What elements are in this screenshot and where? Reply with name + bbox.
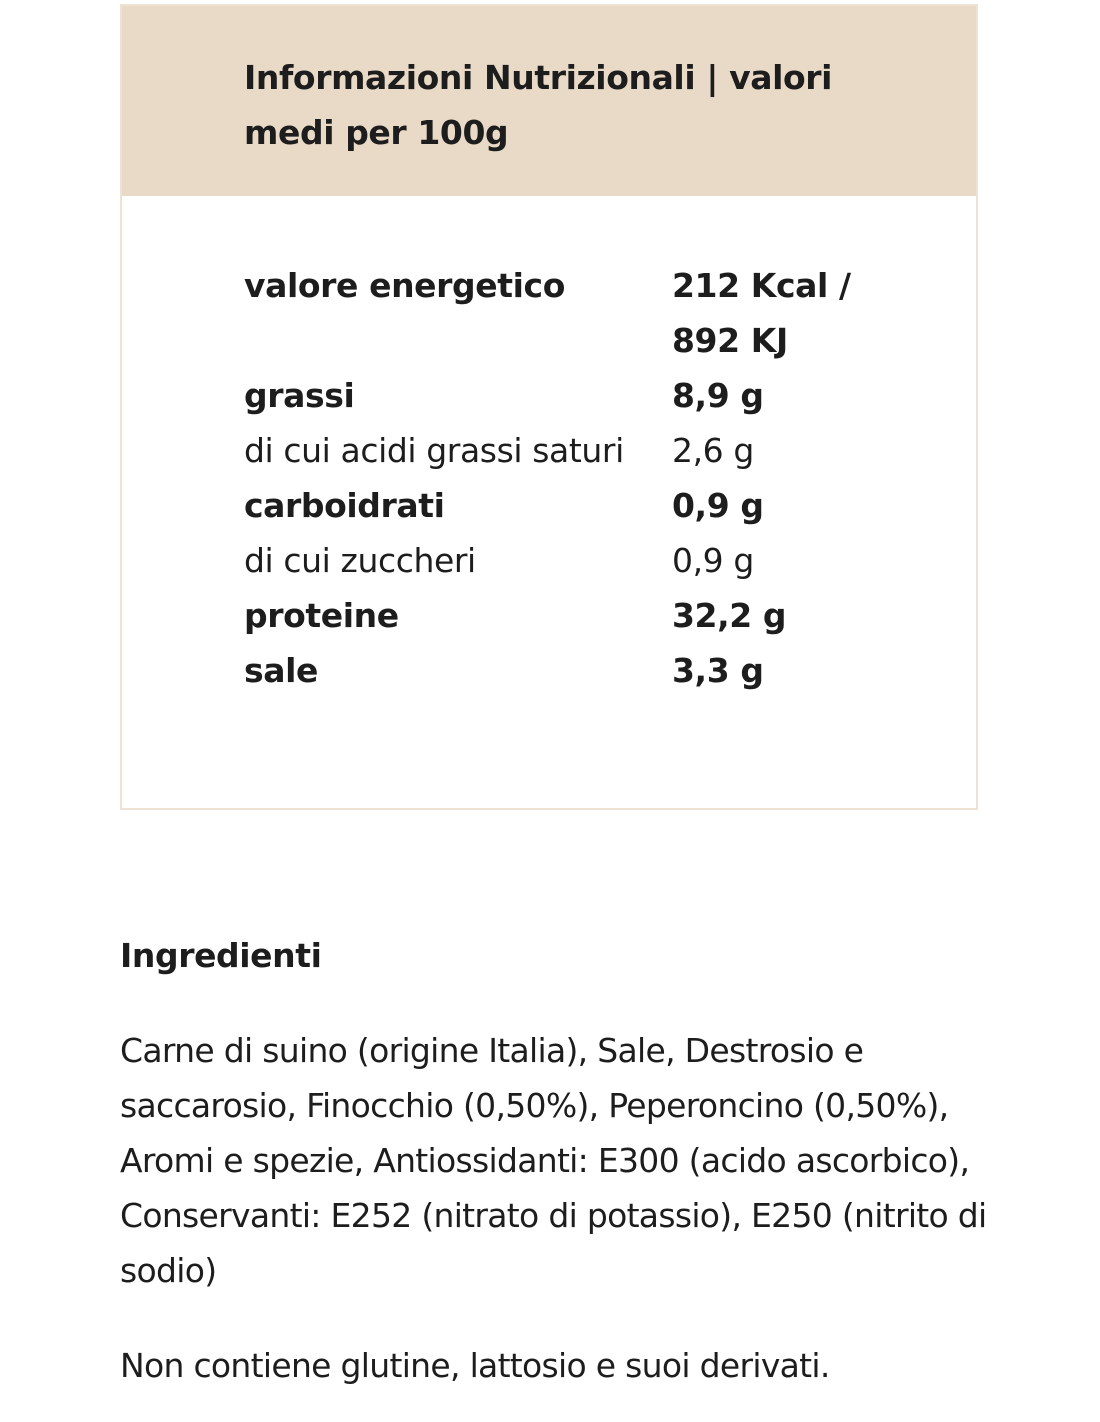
table-row — [244, 478, 884, 533]
nutrient-value: 212 Kcal / 892 KJ — [672, 266, 851, 360]
nutrient-value: 0,9 g — [672, 486, 764, 525]
nutrient-value: 3,3 g — [672, 651, 764, 690]
nutrient-value: 0,9 g — [672, 541, 754, 580]
nutrition-title: Informazioni Nutrizionali | valori medi per 100g — [244, 58, 833, 152]
nutrition-table — [244, 258, 884, 698]
nutrient-label: sale — [244, 651, 319, 690]
nutrient-label: di cui acidi grassi saturi — [244, 431, 624, 470]
ingredients-heading: Ingredienti — [120, 936, 322, 975]
nutrient-label: carboidrati — [244, 486, 445, 525]
table-row — [244, 643, 884, 698]
table-row — [244, 258, 884, 368]
ingredients-section — [120, 928, 1000, 1393]
nutrient-label: grassi — [244, 376, 355, 415]
table-row — [244, 533, 884, 588]
nutrient-label: di cui zuccheri — [244, 541, 476, 580]
nutrition-panel — [120, 4, 978, 810]
allergen-note: Non contiene glutine, lattosio e suoi derivati. — [120, 1346, 830, 1385]
nutrient-label: valore energetico — [244, 266, 565, 305]
nutrition-header — [122, 6, 976, 196]
ingredients-text: Carne di suino (origine Italia), Sale, Destrosio e saccarosio, Finocchio (0,50%), Peperoncino (0,50%), Aromi e spezie, Antiossidanti: E300 (acido ascorbico), Conservanti: E252 (nitrato di potassio), E250 (nitrito di sodio) — [120, 1031, 987, 1290]
nutrient-value: 8,9 g — [672, 376, 764, 415]
table-row — [244, 423, 884, 478]
nutrient-value: 2,6 g — [672, 431, 754, 470]
table-row — [244, 368, 884, 423]
nutrient-value: 32,2 g — [672, 596, 787, 635]
table-row — [244, 588, 884, 643]
nutrient-label: proteine — [244, 596, 399, 635]
